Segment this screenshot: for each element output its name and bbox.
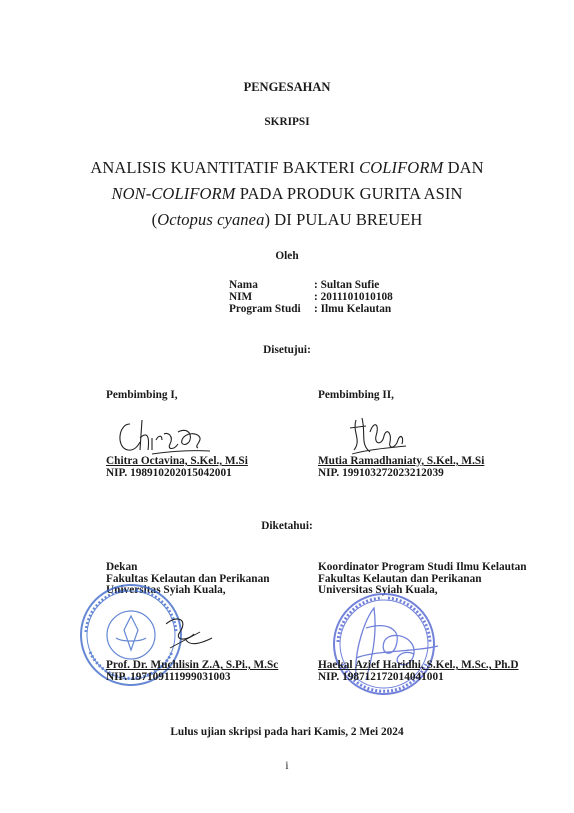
title-text: DAN xyxy=(443,158,484,177)
title-text: PADA PRODUK GURITA ASIN xyxy=(235,184,463,203)
thesis-title-line-2 xyxy=(0,184,574,204)
supervisor-1-signature xyxy=(112,410,222,460)
author-name-label: Nama xyxy=(229,279,258,291)
title-species-name: Octopus cyanea xyxy=(157,210,265,229)
supervisor-1-role: Pembimbing I, xyxy=(106,389,178,401)
title-text: ( xyxy=(151,210,158,229)
title-text: ANALISIS KUANTITATIF BAKTERI xyxy=(90,158,360,177)
role-line: Dekan xyxy=(106,561,138,573)
exam-pass-note: Lulus ujian skripsi pada hari Kamis, 2 Mei 2024 xyxy=(170,726,404,738)
acknowledged-heading: Diketahui: xyxy=(261,520,313,532)
thesis-title-line-1 xyxy=(0,158,574,178)
author-nim-label: NIM xyxy=(229,291,253,303)
page-number: i xyxy=(285,760,289,772)
role-line: Fakultas Kelautan dan Perikanan xyxy=(318,572,482,585)
author-program-label: Program Studi xyxy=(229,303,301,315)
dean-name: Prof. Dr. Muchlisin Z.A, S.Pi., M.Sc xyxy=(106,659,279,671)
author-program-value: : Ilmu Kelautan xyxy=(314,303,392,315)
title-text: ) DI PULAU BREUEH xyxy=(264,210,423,229)
thesis-title-line-3 xyxy=(0,210,574,230)
supervisor-2-nip: NIP. 199103272023212039 xyxy=(318,467,444,479)
page-heading: PENGESAHAN xyxy=(243,80,331,94)
dean-nip: NIP. 197109111999031003 xyxy=(106,671,231,683)
dean-signature xyxy=(160,610,220,655)
supervisor-2-name: Mutia Ramadhaniaty, S.Kel., M.Si xyxy=(318,455,485,467)
author-by-label: Oleh xyxy=(275,250,299,262)
title-italic-term: COLIFORM xyxy=(359,158,444,177)
role-line: Universitas Syiah Kuala, xyxy=(318,584,438,596)
supervisor-2-role: Pembimbing II, xyxy=(318,389,394,401)
title-italic-term: NON-COLIFORM xyxy=(111,184,236,203)
role-line: Universitas Syiah Kuala, xyxy=(106,584,226,596)
supervisor-2-signature xyxy=(346,410,416,460)
supervisor-1-nip: NIP. 198910202015042001 xyxy=(106,467,232,479)
author-nim-value: : 2011101010108 xyxy=(314,291,393,303)
author-name-value: : Sultan Sufie xyxy=(314,279,380,291)
supervisor-1-name: Chitra Octavina, S.Kel., M.Si xyxy=(106,455,248,467)
role-line: Fakultas Kelautan dan Perikanan xyxy=(106,572,270,585)
coordinator-name: Haekal Azief Haridhi, S.Kel., M.Sc., Ph.D xyxy=(318,659,519,671)
approved-heading: Disetujui: xyxy=(263,344,311,356)
role-line: Koordinator Program Studi Ilmu Kelautan xyxy=(318,561,527,573)
coordinator-nip: NIP. 198712172014041001 xyxy=(318,671,444,683)
document-type: SKRIPSI xyxy=(264,116,310,128)
